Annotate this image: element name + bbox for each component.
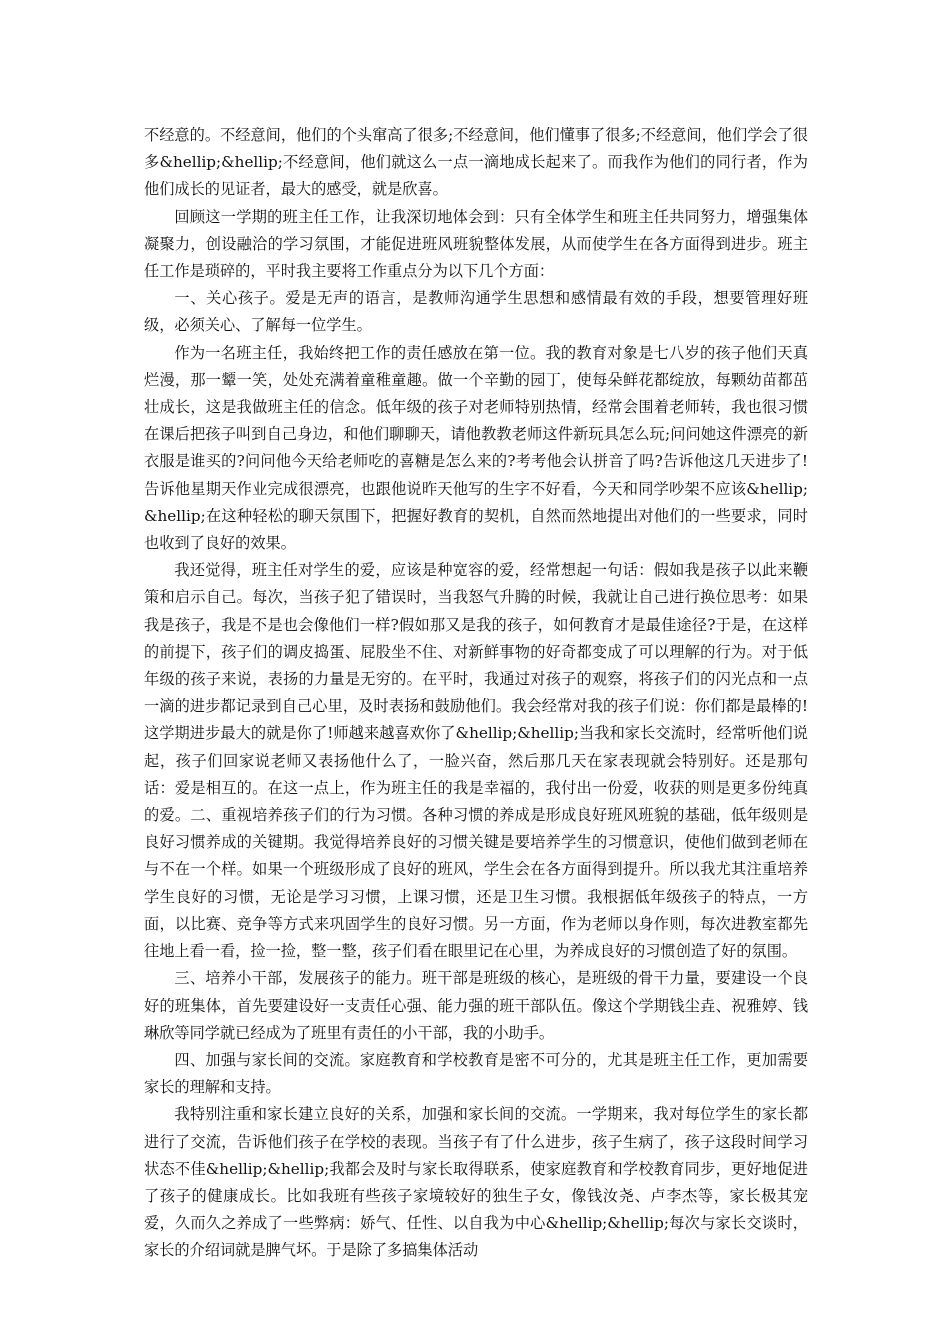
paragraph-parent-communication: 我特别注重和家长建立良好的关系，加强和家长间的交流。一学期来，我对每位学生的家长都进行了交流，告诉他们孩子在学校的表现。当孩子有了什么进步，孩子生病了，孩子这段时间学习状态不佳&hellip;&hellip;我都会及时与家长取得联系，使家庭教育和学校教育同步，更好地促进了孩子的健康成长。比如我班有些孩子家境较好的独生子女，像钱汝尧、卢李杰等，家长极其宠爱，久而久之养成了一些弊病：娇气、任性、以自我为中心&hellip;&hellip;每次与家长交谈时，家长的介绍词就是脾气坏。于是除了多搞集体活动 [144,1105,808,1260]
paragraph-review: 回顾这一学期的班主任工作，让我深切地体会到：只有全体学生和班主任共同努力，增强集体凝聚力，创设融洽的学习氛围，才能促进班风班貌整体发展，从而使学生在各方面得到进步。班主任工作是琐碎的，平时我主要将工作重点分为以下几个方面： [144,207,808,281]
document-page [144,122,808,1265]
paragraph-tolerant-love-and-habits: 我还觉得，班主任对学生的爱，应该是种宽容的爱，经常想起一句话：假如我是孩子以此来鞭策和启示自己。每次，当孩子犯了错误时，当我怒气升腾的时候，我就让自己进行换位思考：如果我是孩子，我是不是也会像他们一样?假如那又是我的孩子，如何教育才是最佳途径?于是，在这样的前提下，孩子们的调皮捣蛋、屁股坐不住、对新鲜事物的好奇都变成了可以理解的行为。对于低年级的孩子来说，表扬的力量是无穷的。在平时，我通过对孩子的观察，将孩子们的闪光点和一点一滴的进步都记录到自己心里，及时表扬和鼓励他们。我会经常对我的孩子们说：你们都是最棒的!这学期进步最大的就是你了!师越来越喜欢你了&hellip;&hellip;当我和家长交流时，经常听他们说起，孩子们回家说老师又表扬他什么了，一脸兴奋，然后那几天在家表现就会特别好。还是那句话：爱是相互的。在这一点上，作为班主任的我是幸福的，我付出一份爱，收获的则是更多份纯真的爱。二、重视培养孩子们的行为习惯。各种习惯的养成是形成良好班风班貌的基础，低年级则是良好习惯养成的关键期。我觉得培养良好的习惯关键是要培养学生的习惯意识，使他们做到老师在与不在一个样。如果一个班级形成了良好的班风，学生会在各方面得到提升。所以我尤其注重培养学生良好的习惯，无论是学习习惯，上课习惯，还是卫生习惯。我根据低年级孩子的特点，一方面，以比赛、竞争等方式来巩固学生的良好习惯。另一方面，作为老师以身作则，每次进教室都先往地上看一看，捡一捡，整一整，孩子们看在眼里记在心里，为养成良好的习惯创造了好的氛围。 [144,561,808,961]
paragraph-responsibility: 作为一名班主任，我始终把工作的责任感放在第一位。我的教育对象是七八岁的孩子他们天真烂漫，那一颦一笑，处处充满着童稚童趣。做一个辛勤的园丁，使每朵鲜花都绽放，每颗幼苗都茁壮成长，这是我做班主任的信念。低年级的孩子对老师特别热情，经常会围着老师转，我也很习惯在课后把孩子叫到自己身边，和他们聊聊天，请他教教老师这件新玩具怎么玩;问问她这件漂亮的新衣服是谁买的?问问他今天给老师吃的喜糖是怎么来的?考考他会认拼音了吗?告诉他这几天进步了!告诉他星期天作业完成很漂亮，也跟他说昨天他写的生字不好看，今天和同学吵架不应该&hellip;&hellip;在这种轻松的聊天氛围下，把握好教育的契机，自然而然地提出对他们的一些要求，同时也收到了良好的效果。 [144,343,808,553]
paragraph-opening: 不经意的。不经意间，他们的个头窜高了很多;不经意间，他们懂事了很多;不经意间，他们学会了很多&hellip;&hellip;不经意间，他们就这么一点一滴地成长起来了。而我作为他们的同行者，作为他们成长的见证者，最大的感受，就是欣喜。 [144,126,808,199]
paragraph-section-3-cadres: 三、培养小干部，发展孩子的能力。班干部是班级的核心，是班级的骨干力量，要建设一个良好的班集体，首先要建设好一支责任心强、能力强的班干部队伍。像这个学期钱尘垚、祝雅婷、钱琳欣等同学就已经成为了班里有责任的小干部，我的小助手。 [144,969,808,1042]
paragraph-section-1-care: 一、关心孩子。爱是无声的语言，是教师沟通学生思想和感情最有效的手段，想要管理好班级，必须关心、了解每一位学生。 [144,289,808,335]
paragraph-section-4-parents: 四、加强与家长间的交流。家庭教育和学校教育是密不可分的，尤其是班主任工作，更加需要家长的理解和支持。 [144,1050,808,1097]
